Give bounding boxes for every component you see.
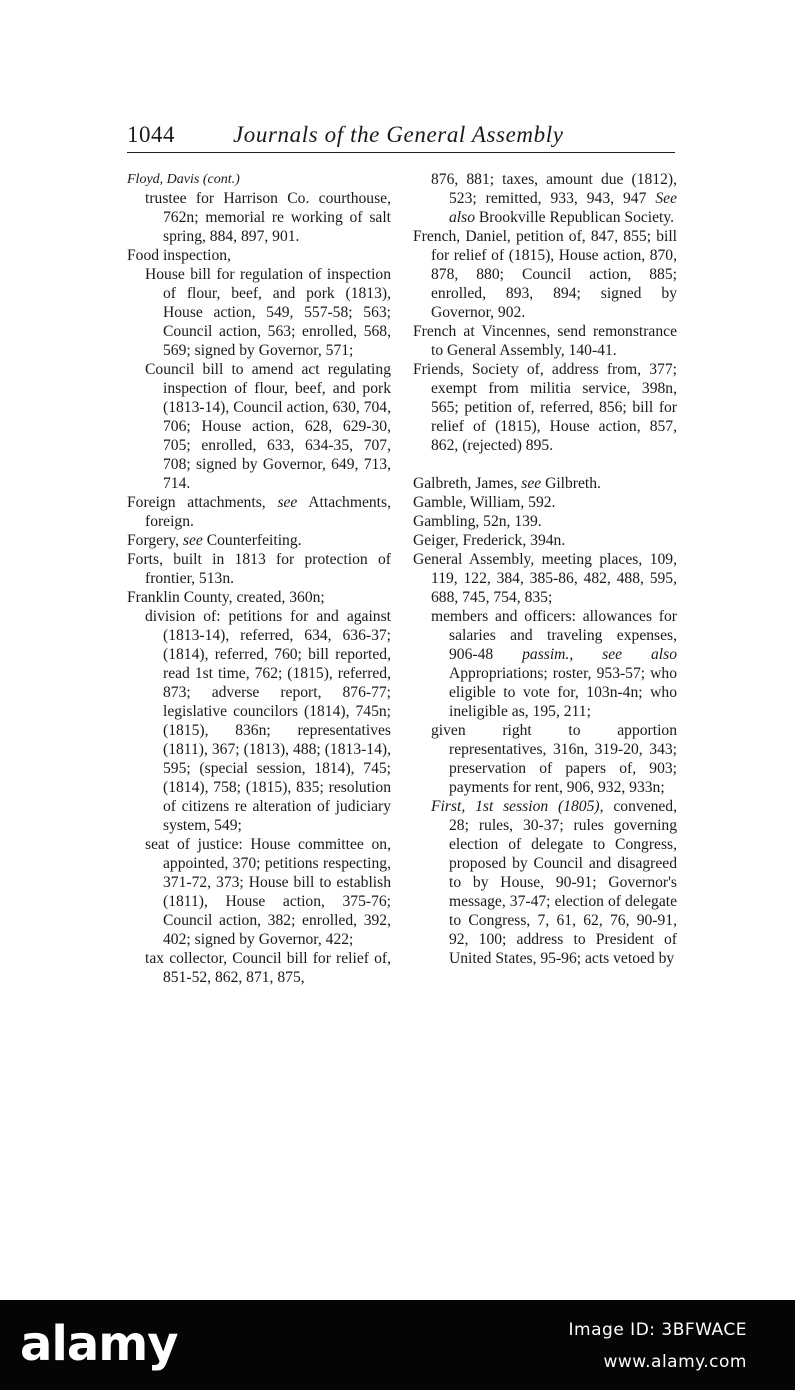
image-id-label: Image ID: 3BFWACE [568, 1320, 747, 1340]
index-entry: French at Vincennes, send remonstrance to General Assembly, 140-41. [413, 323, 677, 359]
running-title: Journals of the General Assembly [233, 122, 564, 147]
index-entry: Forgery, see Counterfeiting. [127, 532, 302, 549]
index-entry: French, Daniel, petition of, 847, 855; bill for relief of (1815), House action, 870, 878, 880; Council action, 885; enrolled, 893, 894; signed by Governor, 902. [413, 228, 677, 321]
index-subentry: tax collector, Council bill for relief of, 851-52, 862, 871, 875, [145, 950, 391, 986]
index-column-left [127, 170, 391, 987]
index-column-right [413, 170, 677, 968]
index-entry: Franklin County, created, 360n; [127, 589, 325, 606]
index-subentry: House bill for regulation of inspection of flour, beef, and pork (1813), House action, 549, 557-58; 563; Council action, 563; enrolled, 568, 569; signed by Governor, 571; [145, 266, 391, 359]
index-entry: Friends, Society of, address from, 377; exempt from militia service, 398n, 565; petition of, referred, 856; bill for relief of (1815), House action, 857, 862, (rejected) 895. [413, 361, 677, 454]
index-subentry: seat of justice: House committee on, appointed, 370; petitions respecting, 371-72, 373; House bill to establish (1811), House action, 375-76; Council action, 382; enrolled, 392, 402; signed by Governor, 422; [145, 836, 391, 948]
page-header [127, 120, 675, 153]
index-entry: Gamble, William, 592. [413, 494, 556, 511]
index-subentry: given right to apportion representatives, 316n, 319-20, 343; preservation of papers of, 903; payments for rent, 906, 932, 933n; [431, 722, 677, 796]
page-number: 1044 [127, 122, 175, 147]
alamy-logo: alamy [20, 1316, 178, 1372]
index-subentry: Council bill to amend act regulating inspection of flour, beef, and pork (1813-14), Council action, 630, 704, 706; House action, 628, 629-30, 705; enrolled, 633, 634-35, 707, 708; signed by Governor, 649, 713, 714. [145, 361, 391, 492]
index-entry: Foreign attachments, see Attachments, foreign. [127, 494, 391, 530]
index-subentry: First, 1st session (1805), convened, 28; rules, 30-37; rules governing election of delegate to Congress, proposed by Council and disagreed to by House, 90-91; Governor's message, 37-47; election of delegate to Congress, 7, 61, 62, 76, 90-91, 92, 100; address to President of United States, 95-96; acts vetoed by [431, 798, 677, 967]
stock-watermark-bar [0, 1300, 795, 1390]
index-subentry: members and officers: allowances for salaries and traveling expenses, 906-48 passim., see also Appropriations; roster, 953-57; who eligible to vote for, 103n-4n; who ineligible as, 195, 211; [431, 608, 677, 720]
section-gap [413, 455, 677, 474]
index-subentry: 876, 881; taxes, amount due (1812), 523; remitted, 933, 943, 947 See also Brookville Republican Society. [431, 171, 677, 226]
index-subentry: division of: petitions for and against (1813-14), referred, 634, 636-37; (1814), referred, 760; bill reported, read 1st time, 762; (1815), referred, 873; adverse report, 876-77; legislative councilors (1814), 745n; (1815), 836n; representatives (1811), 367; (1813), 488; (1813-14), 595; (special session, 1814), 745; (1814), 758; (1815), 835; resolution of citizens re alteration of judiciary system, 549; [145, 608, 391, 834]
index-entry: Gambling, 52n, 139. [413, 513, 542, 530]
index-entry: Forts, built in 1813 for protection of frontier, 513n. [127, 551, 391, 587]
site-url-label: www.alamy.com [603, 1352, 747, 1372]
index-entry: General Assembly, meeting places, 109, 119, 122, 384, 385-86, 482, 488, 595, 688, 745, 754, 835; [413, 551, 677, 606]
index-entry: Galbreth, James, see Gilbreth. [413, 475, 601, 492]
index-subentry: trustee for Harrison Co. courthouse, 762n; memorial re working of salt spring, 884, 897, 901. [145, 190, 391, 245]
continued-heading: Floyd, Davis (cont.) [127, 172, 240, 187]
index-entry: Food inspection, [127, 247, 231, 264]
index-entry: Geiger, Frederick, 394n. [413, 532, 566, 549]
